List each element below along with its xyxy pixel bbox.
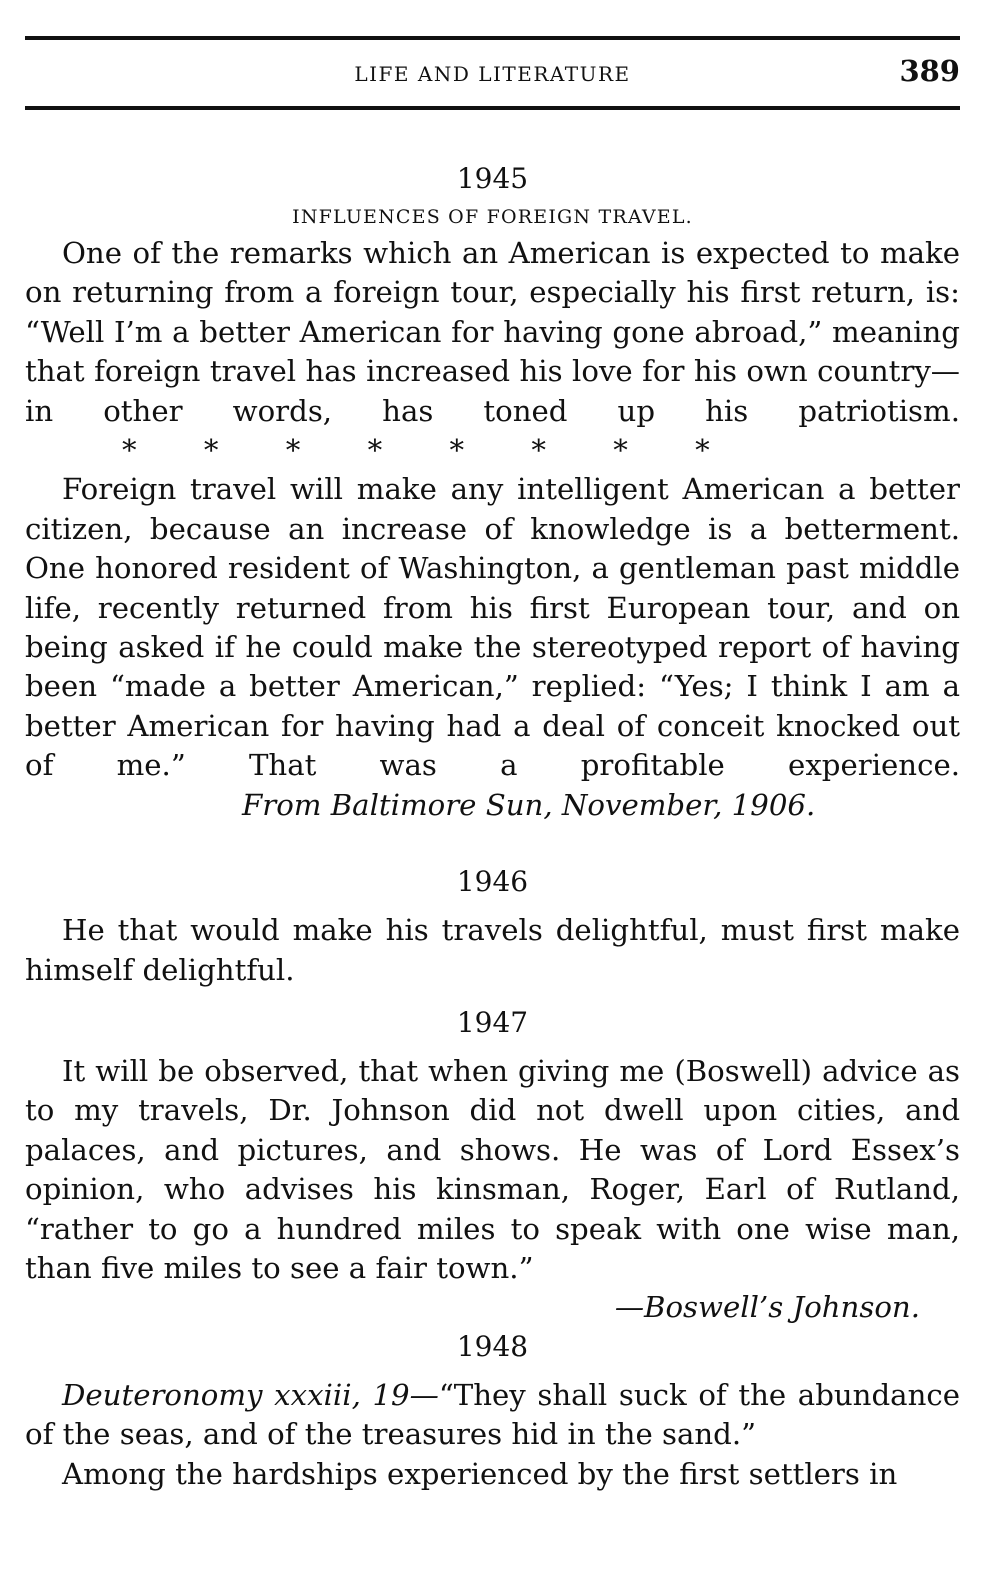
header-rule-top [25,36,960,40]
page-content [25,160,960,1494]
entry-paragraph: He that would make his travels delightful, must first make himself delightful. [25,913,960,987]
entry-subhead: INFLUENCES OF FOREIGN TRAVEL. [292,206,693,228]
entry-paragraph [25,470,960,825]
entry-1948 [25,1328,960,1494]
entry-1945 [25,160,960,825]
scripture-citation: Deuteronomy xxxiii, 19— [62,1377,439,1412]
running-title: LIFE AND LITERATURE [354,62,631,86]
paragraph-text: “They shall suck of the abundance of the seas, and of the treasures hid in the sand.” [25,1377,960,1452]
entry-paragraph [25,234,960,470]
entry-1947 [25,1004,960,1328]
running-head [25,54,960,90]
entry-paragraph: Among the hardships experienced by the first settlers in [62,1456,898,1491]
header-rule-bottom [25,106,960,110]
paragraph-text: One of the remarks which an American is expected to make on returning from a foreign tour, especially his first return, is: “Well I’m a better American for having gone abroad,” meaning that foreign travel has increased his love for his own country—in other words, has toned up his patriotism. [25,236,960,428]
entry-1946 [25,863,960,990]
entry-number: 1945 [456,162,529,195]
paragraph-text: Foreign travel will make any intelligent American a better citizen, because an increase of knowledge is a betterment. One honored resident of Washington, a gentleman past middle life, recently returned from his first European tour, and on being asked if he could make the stereotyped report of having been “made a better American,” replied: “Yes; I think I am a better American for having had a deal of conceit knocked out of me.” That was a profitable experience. [25,472,960,783]
attribution: From Baltimore Sun, November, 1906. [242,787,816,822]
entry-number: 1948 [456,1329,529,1363]
entry-paragraph: It will be observed, that when giving me (Boswell) advice as to my travels, Dr. Johnson did not dwell upon cities, and palaces, and pictures, and shows. He was of Lord Essex’s opinion, who advises his kinsman, Roger, Earl of Rutland, “rather to go a hundred miles to speak with one wise man, than five miles to see a fair town.” [25,1053,960,1285]
entry-number: 1947 [456,1005,529,1039]
entry-number: 1946 [456,865,529,899]
entry-paragraph [25,1376,960,1455]
ellipsis-stars: * * * * * * * * [122,433,710,468]
attribution: —Boswell’s Johnson. [614,1290,920,1325]
page-number: 389 [899,54,960,88]
